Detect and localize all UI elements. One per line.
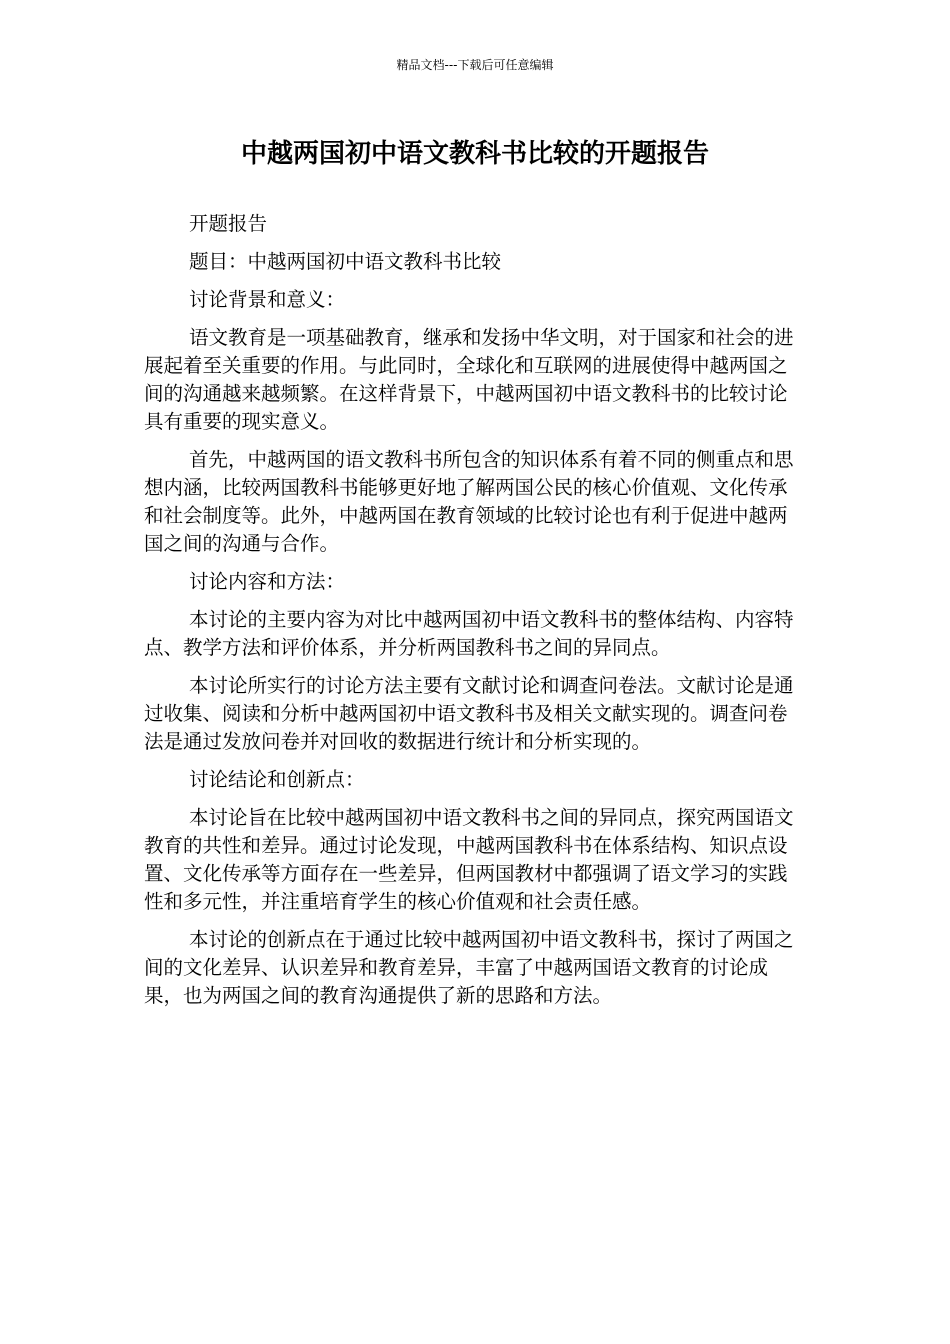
document-title: 中越两国初中语文教科书比较的开题报告 (240, 139, 709, 169)
paragraph-method: 本讨论所实行的讨论方法主要有文献讨论和调查问卷法。文献讨论是通过收集、阅读和分析中越两国初中语文教科书及相关文献实现的。调查问卷法是通过发放问卷并对回收的数据进行统计和分析实现的。 (144, 674, 794, 753)
document-body (144, 210, 794, 1020)
paragraph-innovation: 本讨论的创新点在于通过比较中越两国初中语文教科书，探讨了两国之间的文化差异、认识差异和教育差异，丰富了中越两国语文教育的讨论成果，也为两国之间的教育沟通提供了新的思路和方法。 (144, 928, 794, 1007)
section-heading-content-method: 讨论内容和方法： (189, 570, 346, 593)
topic-line: 题目：中越两国初中语文教科书比较 (189, 250, 502, 273)
header-note: 精品文档---下载后可任意编辑 (396, 58, 554, 72)
paragraph-content: 本讨论的主要内容为对比中越两国初中语文教科书的整体结构、内容特点、教学方法和评价体系，并分析两国教科书之间的异同点。 (144, 608, 794, 659)
section-heading-background: 讨论背景和意义： (189, 288, 346, 311)
paragraph-conclusion: 本讨论旨在比较中越两国初中语文教科书之间的异同点，探究两国语文教育的共性和差异。通过讨论发现，中越两国教科书在体系结构、知识点设置、文化传承等方面存在一些差异，但两国教材中都强调了语文学习的实践性和多元性，并注重培育学生的核心价值观和社会责任感。 (144, 806, 794, 913)
section-heading-conclusion: 讨论结论和创新点： (189, 768, 365, 791)
section-label-report: 开题报告 (189, 212, 268, 235)
paragraph-background-1: 语文教育是一项基础教育，继承和发扬中华文明，对于国家和社会的进展起着至关重要的作用。与此同时，全球化和互联网的进展使得中越两国之间的沟通越来越频繁。在这样背景下，中越两国初中语文教科书的比较讨论具有重要的现实意义。 (144, 326, 794, 433)
paragraph-background-2: 首先，中越两国的语文教科书所包含的知识体系有着不同的侧重点和思想内涵，比较两国教科书能够更好地了解两国公民的核心价值观、文化传承和社会制度等。此外，中越两国在教育领域的比较讨论也有利于促进中越两国之间的沟通与合作。 (144, 448, 794, 555)
